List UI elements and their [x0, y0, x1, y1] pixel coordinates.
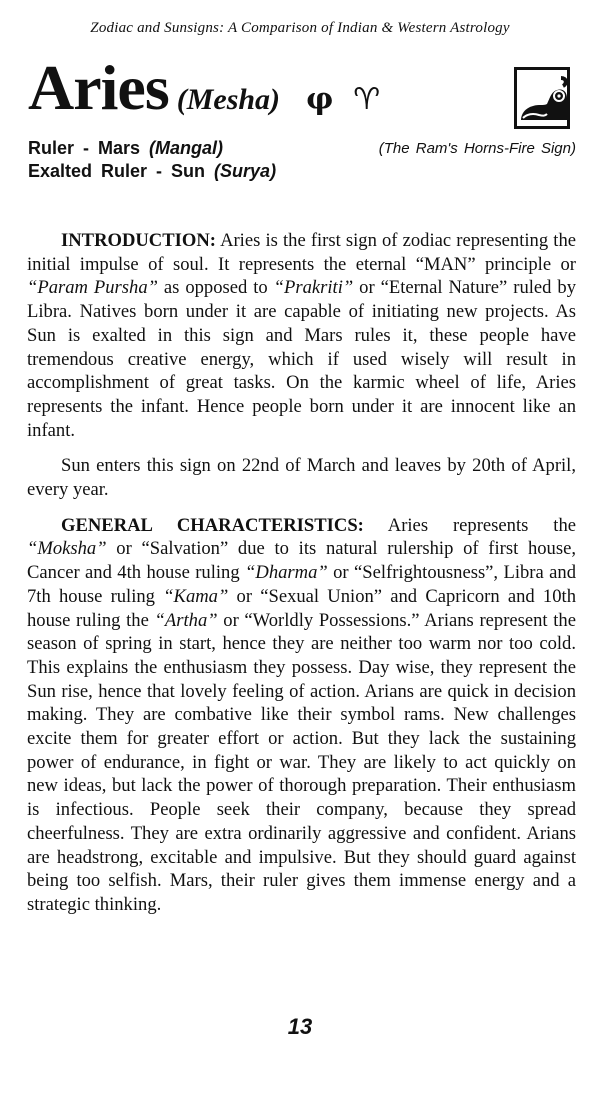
general-characteristics-heading: GENERAL CHARACTERISTICS: — [61, 514, 364, 536]
aries-symbol-icon: ♈︎ — [353, 82, 381, 117]
running-head: Zodiac and Sunsigns: A Comparison of Indian & Western Astrology — [90, 20, 510, 36]
dates-paragraph: Sun enters this sign on 22nd of March and leaves by 20th of April, every year. — [27, 455, 576, 501]
ruler-info — [28, 137, 276, 183]
paragraph-text: or “Selfrightousness”, Libra and 7th house ruling — [27, 562, 576, 607]
paragraph-text: Aries is the first sign of zodiac representing the initial impulse of soul. It represents the eternal “MAN” principle or — [27, 230, 576, 275]
exalted-ruler-line — [28, 160, 276, 183]
paragraph-text: Aries represents the — [363, 514, 576, 536]
page-number: 13 — [287, 1014, 313, 1039]
introduction-paragraph — [27, 229, 576, 442]
italic-term: “Prakriti” — [273, 277, 354, 299]
ruler-label: Ruler - Mars — [28, 138, 150, 158]
ruler-line — [28, 137, 276, 160]
sign-title — [28, 52, 381, 136]
italic-term: “Moksha” — [27, 538, 107, 560]
italic-term: “Dharma” — [245, 562, 328, 584]
sign-name: Aries — [28, 52, 169, 123]
paragraph-text: or “Eternal Nature” ruled by Libra. Natives born under it are capable of initiating new projects. As Sun is exalted in this sign and Mars rules it, these people have tremendous creative energy, which if used wisely will result in accomplishment of great tasks. On the karmic wheel of life, Aries represents the infant. Hence people born under it are innocent like an infant. — [27, 277, 576, 441]
sign-indian-name: (Mesha) — [176, 83, 281, 116]
ram-icon — [514, 67, 570, 129]
ruler-indian-name: (Mangal) — [149, 138, 224, 158]
general-characteristics-paragraph — [27, 514, 576, 917]
italic-term: “Artha” — [154, 609, 218, 631]
ram-emblem-graphic — [517, 70, 567, 126]
paragraph-text: or “Salvation” due to its natural rulership of first house, Cancer and 4th house ruling — [27, 538, 576, 584]
italic-term: “Param Pursha” — [27, 277, 158, 299]
introduction-heading: INTRODUCTION: — [61, 230, 216, 251]
paragraph-text: or “Sexual Union” and Capricorn and 10th house ruling the — [27, 585, 576, 631]
paragraph-text: or “Worldly Possessions.” Arians represent the season of spring in start, hence they are neither too warm nor too cold. This explains the enthusiasm they possess. Day wise, they represent the Sun rise, hence that lovely feeling of action. Arians are quick in decision making. They are combative like their symbol rams. New challenges excite them for greater effort or action. But they lack the sustaining power of endurance, in fight or war. They are likely to act quickly on new ideas, but lack the power of thorough preparation. Their enthusiasm is infectious. People seek their company, because they spread cheerfulness. They are extra ordinarily aggressive and confident. Arians are headstrong, excitable and impulsive. But they should guard against being too selfish. Mars, their ruler gives them immense energy and a strategic thinking. — [27, 609, 576, 915]
paragraph-text: as opposed to — [157, 277, 274, 299]
aries-glyph-icon: φ — [306, 82, 334, 117]
body-text — [27, 229, 576, 929]
sign-element-note: (The Ram's Horns-Fire Sign) — [378, 140, 576, 157]
italic-term: “Kama” — [163, 585, 229, 607]
exalted-ruler-label: Exalted Ruler - Sun — [28, 161, 215, 181]
exalted-ruler-indian-name: (Surya) — [214, 161, 277, 181]
